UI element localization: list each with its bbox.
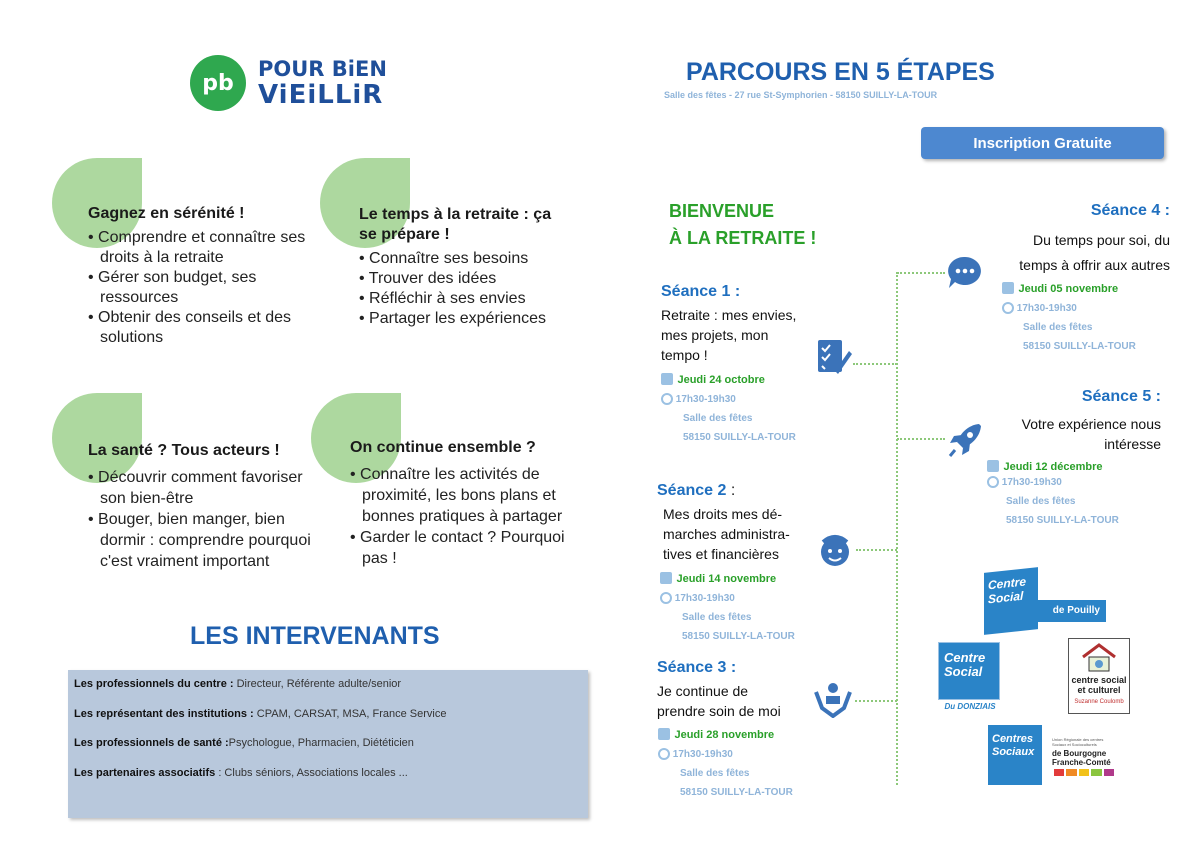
intervenant-row	[74, 676, 582, 706]
session-time: 17h30-19h30	[1016, 303, 1077, 314]
intervenant-row	[74, 765, 582, 795]
session-city: 58150 SUILLY-LA-TOUR	[682, 631, 795, 642]
intervenant-label: Les représentant des institutions :	[74, 707, 254, 720]
logo-line1: POUR BiEN	[258, 57, 387, 81]
face-icon	[815, 530, 855, 570]
session-5	[990, 388, 1161, 454]
intervenants-title: LES INTERVENANTS	[190, 622, 440, 650]
chat-bubble-icon	[945, 253, 985, 293]
theme-item: • Connaître les activités de proximité, les bons plans et bonnes pratiques à partager	[350, 464, 590, 527]
session-desc: Votre expérience nous intéresse	[1021, 416, 1161, 452]
care-hands-icon	[813, 678, 853, 718]
calendar-icon	[1002, 282, 1014, 294]
theme-item: • Connaître ses besoins	[359, 249, 599, 269]
session-date: Jeudi 24 octobre	[677, 374, 765, 386]
session-city: 58150 SUILLY-LA-TOUR	[683, 432, 796, 443]
session-date: Jeudi 05 novembre	[1018, 283, 1119, 295]
session-place: Salle des fêtes	[680, 768, 750, 779]
clock-icon	[661, 393, 673, 405]
theme-block	[359, 205, 599, 329]
calendar-icon	[658, 728, 670, 740]
timeline-line	[896, 272, 898, 785]
session-5-details	[987, 457, 1157, 530]
welcome-line1: BIENVENUE	[669, 201, 775, 221]
session-desc: Retraite : mes envies, mes projets, mon tempo !	[661, 307, 797, 363]
logo-union-regionale-centres-sociaux: Centres Sociaux Union Régionale des centres Sociaux et Socioculturels de Bourgogne Franche-Comté	[988, 725, 1118, 787]
rocket-icon	[945, 420, 985, 460]
session-place: Salle des fêtes	[1023, 322, 1093, 333]
clock-icon	[987, 476, 999, 488]
color-squares	[1054, 769, 1114, 776]
theme-item: • Réfléchir à ses envies	[359, 289, 599, 309]
session-time: 17h30-19h30	[675, 394, 736, 405]
session-city: 58150 SUILLY-LA-TOUR	[1006, 515, 1119, 526]
session-title: Séance 3 :	[657, 659, 737, 676]
session-1	[661, 283, 831, 365]
welcome-title	[669, 198, 816, 252]
theme-block	[350, 438, 590, 569]
house-icon	[1081, 643, 1117, 673]
session-title: Séance 4 :	[1090, 202, 1170, 219]
session-date: Jeudi 14 novembre	[676, 573, 777, 585]
intervenants-box	[68, 670, 588, 818]
checklist-icon	[813, 337, 853, 377]
theme-item: • Découvrir comment favoriser son bien-être	[88, 467, 318, 509]
session-3-details	[658, 725, 858, 802]
address: Salle des fêtes - 27 rue St-Symphorien - 58150 SUILLY-LA-TOUR	[664, 90, 938, 100]
session-4-details	[1002, 279, 1172, 356]
connector-line	[855, 700, 897, 702]
calendar-icon	[660, 572, 672, 584]
session-desc: Mes droits mes dé- marches administra- tives et financières	[663, 506, 790, 562]
connector-line	[856, 549, 897, 551]
intervenant-row	[74, 735, 582, 765]
intervenant-label: Les professionnels de santé :	[74, 737, 229, 749]
session-2-details	[660, 569, 860, 646]
intervenant-value: : Clubs séniors, Associations locales ...	[218, 766, 408, 779]
session-date: Jeudi 12 décembre	[1003, 461, 1103, 473]
theme-title: Gagnez en sérénité !	[88, 205, 245, 222]
theme-title: On continue ensemble ?	[350, 439, 536, 456]
session-city: 58150 SUILLY-LA-TOUR	[1023, 341, 1136, 352]
session-3	[657, 659, 827, 721]
session-1-details	[661, 370, 861, 447]
session-desc: Je continue de prendre soin de moi	[657, 683, 781, 719]
connector-line	[897, 438, 945, 440]
logo-centre-social-suzanne-coulomb: centre social et culturel Suzanne Coulomb	[1068, 638, 1130, 714]
clock-icon	[658, 748, 670, 760]
theme-item: • Partager les expériences	[359, 309, 599, 329]
intervenant-value: Psychologue, Pharmacien, Diététicien	[228, 737, 414, 749]
theme-item: • Gérer son budget, ses ressources	[88, 268, 328, 308]
logo-badge: pb	[190, 55, 246, 111]
session-place: Salle des fêtes	[682, 612, 752, 623]
logo-centre-social-pouilly: Centre Social de Pouilly	[984, 570, 1106, 632]
logo-centre-social-donziais: Centre Social Du DONZIAIS	[938, 642, 1000, 712]
session-place: Salle des fêtes	[683, 413, 753, 424]
logo-text	[258, 56, 387, 108]
intervenant-row	[74, 706, 582, 736]
session-desc: Du temps pour soi, du temps à offrir aux autres	[1019, 232, 1170, 273]
clock-icon	[660, 592, 672, 604]
session-2	[657, 482, 827, 564]
theme-block	[88, 204, 328, 348]
theme-item: • Trouver des idées	[359, 269, 599, 289]
session-place: Salle des fêtes	[1006, 496, 1076, 507]
intervenant-value: Directeur, Référente adulte/senior	[236, 678, 402, 690]
clock-icon	[1002, 302, 1014, 314]
connector-line	[853, 363, 897, 365]
session-title: Séance 5 :	[1081, 388, 1161, 405]
session-4	[990, 202, 1170, 278]
theme-item: • Obtenir des conseils et des solutions	[88, 308, 328, 348]
theme-title: La santé ? Tous acteurs !	[88, 442, 280, 459]
intervenant-label: Les partenaires associatifs	[74, 766, 216, 779]
session-date: Jeudi 28 novembre	[674, 729, 775, 741]
connector-line	[897, 272, 945, 274]
session-title: Séance 1 :	[661, 283, 741, 300]
welcome-line2: À LA RETRAITE !	[669, 228, 817, 248]
logo-line2: ViEiLLiR	[258, 80, 384, 110]
theme-item: • Comprendre et connaître ses droits à la retraite	[88, 228, 328, 268]
intervenant-value: CPAM, CARSAT, MSA, France Service	[256, 707, 447, 720]
inscription-button[interactable]: Inscription Gratuite	[921, 127, 1164, 159]
parcours-title: PARCOURS EN 5 ÉTAPES	[686, 58, 995, 86]
theme-block	[88, 441, 318, 572]
session-time: 17h30-19h30	[672, 749, 733, 760]
theme-item: • Bouger, bien manger, bien dormir : comprendre pourquoi c'est vraiment important	[88, 509, 318, 572]
theme-title: Le temps à la retraite : ça se prépare !	[359, 206, 552, 243]
session-city: 58150 SUILLY-LA-TOUR	[680, 787, 793, 798]
session-time: 17h30-19h30	[674, 593, 735, 604]
theme-item: • Garder le contact ? Pourquoi pas !	[350, 527, 590, 569]
session-title-suffix: :	[726, 482, 736, 499]
calendar-icon	[661, 373, 673, 385]
calendar-icon	[987, 460, 999, 472]
session-title: Séance 2	[657, 482, 727, 499]
intervenant-label: Les professionnels du centre :	[74, 678, 234, 690]
session-time: 17h30-19h30	[1001, 477, 1062, 488]
